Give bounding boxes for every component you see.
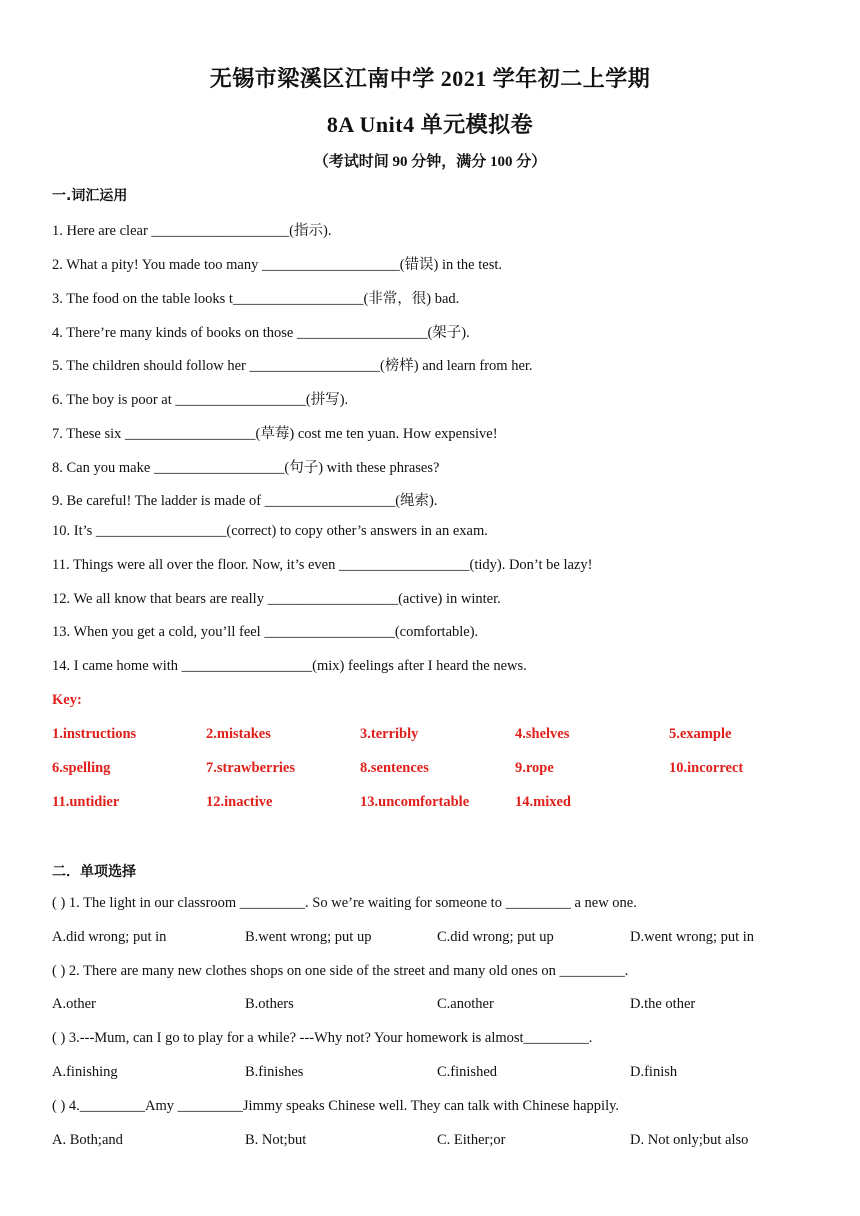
mc-question-stem: ( ) 2. There are many new clothes shops on one side of the street and many old ones on _________.	[52, 963, 629, 979]
mc-option: D.went wrong; put in	[630, 929, 755, 945]
mc-option: D.the other	[630, 996, 696, 1012]
answer-key-item: 6.spelling	[52, 760, 111, 776]
mc-question-stem: ( ) 3.---Mum, can I go to play for a while? ---Why not? Your homework is almost_________.	[52, 1030, 593, 1046]
vocab-question: 7. These six __________________(草莓) cost me ten yuan. How expensive!	[52, 426, 498, 442]
answer-key-item: 13.uncomfortable	[360, 794, 470, 810]
mc-option: A. Both;and	[52, 1132, 123, 1148]
vocab-question: 12. We all know that bears are really __________________(active) in winter.	[52, 591, 501, 607]
answer-key-label: Key:	[52, 692, 82, 708]
answer-key-item: 12.inactive	[206, 794, 273, 810]
mc-option: B.others	[245, 996, 294, 1012]
mc-option: A.other	[52, 996, 96, 1012]
answer-key-item: 8.sentences	[360, 760, 429, 776]
vocab-question: 5. The children should follow her __________________(榜样) and learn from her.	[52, 358, 533, 374]
mc-option: A.did wrong; put in	[52, 929, 167, 945]
vocab-question: 6. The boy is poor at __________________(拼写).	[52, 392, 349, 408]
mc-option: B.went wrong; put up	[245, 929, 372, 945]
vocab-question: 10. It’s __________________(correct) to copy other’s answers in an exam.	[52, 523, 488, 539]
vocab-question: 9. Be careful! The ladder is made of __________________(绳索).	[52, 493, 438, 509]
answer-key-item: 4.shelves	[515, 726, 570, 742]
vocab-question: 2. What a pity! You made too many ___________________(错误) in the test.	[52, 257, 502, 273]
mc-option: A.finishing	[52, 1064, 118, 1080]
mc-question-stem: ( ) 4._________Amy _________Jimmy speaks Chinese well. They can talk with Chinese happily.	[52, 1098, 620, 1114]
mc-option: B. Not;but	[245, 1132, 307, 1148]
answer-key-item: 14.mixed	[515, 794, 571, 810]
mc-option: D.finish	[630, 1064, 678, 1080]
exam-info: （考试时间 90 分钟，满分 100 分）	[313, 154, 547, 170]
answer-key-item: 9.rope	[515, 760, 554, 776]
mc-option: D. Not only;but also	[630, 1132, 749, 1148]
answer-key-item: 1.instructions	[52, 726, 137, 742]
answer-key-item: 3.terribly	[360, 726, 419, 742]
answer-key-item: 5.example	[669, 726, 732, 742]
vocab-question: 4. There’re many kinds of books on those __________________(架子).	[52, 325, 470, 341]
vocab-question: 1. Here are clear ___________________(指示).	[52, 223, 332, 239]
section-heading-vocabulary: 一.词汇运用	[52, 188, 128, 204]
answer-key-item: 7.strawberries	[206, 760, 295, 776]
mc-option: C.finished	[437, 1064, 498, 1080]
mc-option: B.finishes	[245, 1064, 304, 1080]
exam-unit-title: 8A Unit4 单元模拟卷	[326, 112, 534, 137]
section-heading-multiple-choice: 二．单项选择	[52, 864, 136, 880]
vocab-question: 11. Things were all over the floor. Now, it’s even __________________(tidy). Don’t be lazy!	[52, 557, 593, 573]
answer-key-item: 10.incorrect	[669, 760, 744, 776]
answer-key-item: 11.untidier	[52, 794, 120, 810]
mc-option: C.another	[437, 996, 494, 1012]
mc-option: C.did wrong; put up	[437, 929, 554, 945]
vocab-question: 14. I came home with __________________(mix) feelings after I heard the news.	[52, 658, 527, 674]
exam-title: 无锡市梁溪区江南中学 2021 学年初二上学期	[209, 66, 651, 91]
vocab-question: 13. When you get a cold, you’ll feel __________________(comfortable).	[52, 624, 479, 640]
vocab-question: 8. Can you make __________________(句子) with these phrases?	[52, 460, 440, 476]
mc-question-stem: ( ) 1. The light in our classroom _________. So we’re waiting for someone to _________ a new one.	[52, 895, 637, 911]
answer-key-item: 2.mistakes	[206, 726, 271, 742]
vocab-question: 3. The food on the table looks t__________________(非常，很) bad.	[52, 291, 460, 307]
mc-option: C. Either;or	[437, 1132, 506, 1148]
